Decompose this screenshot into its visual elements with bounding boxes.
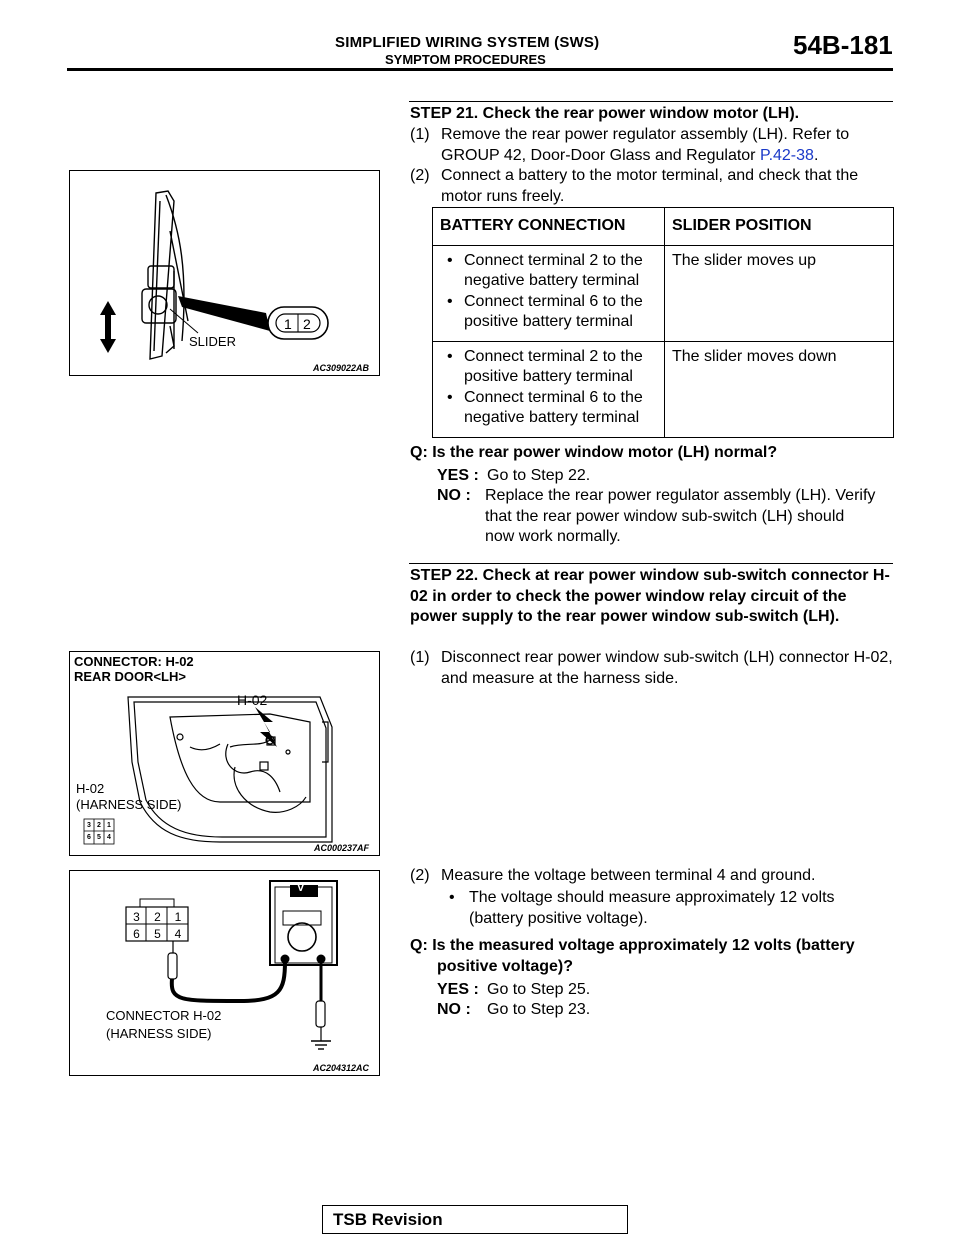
- yes-key: YES :: [437, 981, 479, 998]
- yes-value: Go to Step 25.: [487, 981, 591, 998]
- harness-side-label: [76, 781, 181, 813]
- step21-no: [437, 486, 877, 548]
- meter-symbol: V: [297, 882, 305, 894]
- yes-key: YES :: [437, 467, 479, 484]
- voltmeter-figure: [69, 870, 380, 1076]
- step21-question: Q: Is the rear power window motor (LH) normal?: [410, 444, 778, 461]
- pin-label: 1: [174, 910, 182, 924]
- door-connector-figure: [69, 651, 380, 856]
- no-key: NO :: [437, 1001, 471, 1018]
- list-item: • Connect terminal 2 to the positive battery terminal: [464, 347, 658, 388]
- step22-question: [410, 935, 894, 977]
- pin-label: 4: [174, 927, 182, 941]
- table-header-battery: BATTERY CONNECTION: [433, 208, 665, 246]
- step21-yes: [437, 466, 590, 486]
- connector-pin-grid: [126, 909, 188, 943]
- table-header-slider: SLIDER POSITION: [665, 208, 894, 246]
- no-value: Go to Step 23.: [487, 1001, 591, 1018]
- item-text: Remove the rear power regulator assembly (LH). Refer to GROUP 42, Door-Door Glass and Regulator: [441, 126, 850, 164]
- step22-item-1: [410, 648, 894, 689]
- step21-item-1: [410, 125, 894, 166]
- slider-label: SLIDER: [189, 334, 236, 349]
- list-item: • Connect terminal 6 to the positive battery terminal: [464, 292, 658, 333]
- header-rule: [67, 68, 893, 71]
- item-text-end: .: [813, 146, 819, 164]
- door-label: REAR DOOR<LH>: [74, 669, 186, 684]
- figure-code: AC000237AF: [313, 843, 369, 853]
- connector-pin-grid: [84, 820, 114, 844]
- pin-label: 3: [87, 822, 91, 829]
- pin-label: 5: [154, 927, 161, 941]
- harness-connector-id: H-02: [76, 781, 105, 796]
- step21-item-2: [410, 166, 894, 207]
- bullet-text: The voltage should measure approximately 12 volts (battery positive voltage).: [469, 889, 835, 927]
- pin-label: 6: [87, 834, 91, 841]
- battery-table: [432, 207, 894, 438]
- pin-label: 2: [97, 822, 101, 829]
- figure-code: AC309022AB: [312, 363, 369, 373]
- harness-side-text: (HARNESS SIDE): [106, 1026, 212, 1041]
- group-link[interactable]: P.42-38: [759, 146, 814, 164]
- connector-id: CONNECTOR H-02: [106, 1008, 222, 1023]
- item-number: (2): [410, 167, 430, 184]
- bullet-icon: •: [449, 889, 455, 906]
- step22-heading: STEP 22. Check at rear power window sub-switch connector H-02 in order to check the power window relay circuit of the power supply to the rear power window sub-switch (LH).: [410, 567, 890, 625]
- regulator-figure: [69, 170, 380, 376]
- door-diagram: [70, 652, 379, 855]
- voltmeter-diagram: [70, 871, 379, 1075]
- pin-label: 5: [97, 834, 101, 841]
- pin-label: 1: [107, 822, 111, 829]
- pin-label: 3: [133, 910, 140, 924]
- no-key: NO :: [437, 487, 471, 504]
- step22-yes: [437, 980, 590, 1000]
- pin-label: 2: [154, 910, 161, 924]
- question-text: Q: Is the measured voltage approximately 12 volts (battery positive voltage)?: [410, 937, 855, 975]
- item-text: Connect a battery to the motor terminal, and check that the motor runs freely.: [441, 167, 859, 205]
- step22-rule: [409, 563, 893, 564]
- pin-label: 6: [133, 927, 140, 941]
- callout-label: H-02: [237, 692, 268, 708]
- pin-2-label: 2: [303, 316, 311, 332]
- item-text: Measure the voltage between terminal 4 and ground.: [441, 867, 816, 884]
- item-number: (1): [410, 126, 430, 143]
- header-title: SIMPLIFIED WIRING SYSTEM (SWS): [335, 34, 600, 51]
- table-cell: The slider moves up: [665, 245, 894, 341]
- no-value: Replace the rear power regulator assembly (LH). Verify that the rear power window sub-switch (LH) should now work normally.: [485, 487, 876, 545]
- pin-1-label: 1: [284, 316, 292, 332]
- figure-code: AC204312AC: [312, 1063, 369, 1073]
- footer-label: TSB Revision: [333, 1210, 443, 1229]
- item-number: (2): [410, 867, 430, 884]
- table-cell: [433, 245, 665, 341]
- connector-label: [106, 1007, 221, 1043]
- list-item: • Connect terminal 2 to the negative battery terminal: [464, 251, 658, 292]
- footer-box: [322, 1205, 628, 1234]
- pin-label: 4: [107, 834, 111, 841]
- table-cell: [433, 341, 665, 437]
- step22-no: [437, 1000, 590, 1020]
- step21-heading: STEP 21. Check the rear power window motor (LH).: [410, 105, 800, 122]
- step21-rule: [409, 101, 893, 102]
- table-row: [433, 245, 894, 341]
- step22-bullet: [441, 887, 881, 929]
- page-number: 54B-181: [793, 30, 893, 60]
- connector-id: CONNECTOR: H-02: [74, 654, 194, 669]
- item-number: (1): [410, 649, 430, 666]
- table-cell: The slider moves down: [665, 341, 894, 437]
- header-subtitle: SYMPTOM PROCEDURES: [385, 52, 546, 67]
- yes-value: Go to Step 22.: [487, 467, 591, 484]
- harness-side-text: (HARNESS SIDE): [76, 797, 182, 812]
- step22-item-2: [410, 866, 894, 887]
- table-row: [433, 341, 894, 437]
- list-item: • Connect terminal 6 to the negative battery terminal: [464, 388, 658, 429]
- pointer-wedge: [178, 296, 270, 331]
- item-text: Disconnect rear power window sub-switch (LH) connector H-02, and measure at the harness side.: [441, 649, 893, 687]
